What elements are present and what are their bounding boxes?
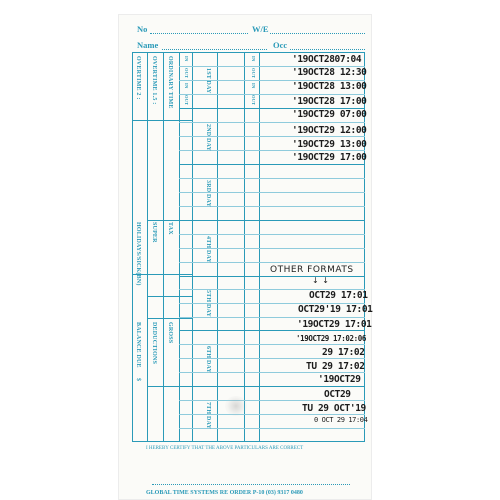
row-line <box>179 234 365 235</box>
in-label: IN <box>184 56 189 62</box>
out-label: OUT <box>251 68 256 79</box>
day-label-2: 2ND DAY <box>205 124 211 152</box>
occ-field[interactable] <box>290 49 365 50</box>
holidays-sick-label: HOLIDAYS/SICK(BN) <box>135 222 141 286</box>
grid-line <box>244 52 245 442</box>
row-line <box>179 178 365 179</box>
no-field[interactable] <box>150 33 248 34</box>
time-stamp: 0 OCT 29 17:04 <box>314 416 368 424</box>
time-stamp: OCT29 17:01 <box>309 290 368 301</box>
handwritten-note: OTHER FORMATS <box>270 265 354 275</box>
balance-due-label: BALANCE DUE <box>135 322 141 368</box>
name-label: Name <box>137 40 159 50</box>
grid-line <box>163 52 164 442</box>
grid-line <box>179 52 180 442</box>
smudge-mark <box>225 396 247 416</box>
time-stamp: '19OCT29 <box>318 374 361 385</box>
out-label: OUT <box>184 95 189 106</box>
row-line <box>179 344 365 345</box>
day-separator <box>179 164 365 165</box>
day-separator <box>179 330 365 331</box>
dollar-label: $ <box>135 378 141 382</box>
time-stamp: '19OCT2807:04 <box>292 54 362 65</box>
time-stamp: '19OCT29 07:00 <box>292 109 367 120</box>
day-label-1: 1ST DAY <box>205 68 211 94</box>
time-stamp: '19OCT29 17:00 <box>292 152 367 163</box>
grid-line <box>192 52 193 442</box>
grid-line <box>147 296 192 297</box>
handwritten-arrows: ↓ ↓ <box>312 276 330 285</box>
ordinary-time-label: ORDINARY TIME <box>167 56 173 109</box>
day-label-5: 5TH DAY <box>205 290 211 318</box>
gross-label: GROSS <box>167 322 173 344</box>
time-stamp: OCT29 <box>324 389 351 400</box>
grid-line <box>147 318 192 319</box>
out-label: OUT <box>251 95 256 106</box>
day-label-7: 7TH DAY <box>205 402 211 430</box>
certification-text: I HEREBY CERTIFY THAT THE ABOVE PARTICULARS ARE CORRECT <box>146 446 304 451</box>
name-field[interactable] <box>162 49 267 50</box>
time-stamp: '19OCT29 17:01 <box>297 319 372 330</box>
time-stamp: '19OCT28 17:00 <box>292 96 367 107</box>
signature-line[interactable] <box>152 484 350 485</box>
time-stamp: '19OCT29 12:00 <box>292 125 367 136</box>
row-line <box>179 317 365 318</box>
in-label: IN <box>184 83 189 89</box>
row-line <box>179 122 365 123</box>
super-label: SUPER <box>151 222 157 243</box>
time-stamp: '19OCT28 13:00 <box>292 81 367 92</box>
day-label-4: 4TH DAY <box>205 236 211 264</box>
day-label-3: 3RD DAY <box>205 180 211 208</box>
day-separator <box>179 220 365 221</box>
row-line <box>179 400 365 401</box>
overtime-15-label: OVERTIME 1.5 : <box>151 56 157 105</box>
grid-line <box>147 52 148 442</box>
reorder-text: GLOBAL TIME SYSTEMS RE ORDER P-10 (03) 9317 0480 <box>146 490 303 496</box>
time-stamp: TU 29 17:02 <box>306 361 365 372</box>
overtime-2-label: OVERTIME 2 : <box>135 56 141 100</box>
in-label: IN <box>251 83 256 89</box>
day-label-6: 6TH DAY <box>205 346 211 374</box>
day-separator <box>179 386 365 387</box>
time-stamp: 29 17:02 <box>322 347 365 358</box>
tax-label: TAX <box>167 222 173 235</box>
time-stamp: '19OCT29 13:00 <box>292 139 367 150</box>
grid-line <box>259 52 260 442</box>
occ-label: Occ <box>273 40 288 50</box>
we-field[interactable] <box>270 33 365 34</box>
row-line <box>179 94 365 95</box>
in-label: IN <box>251 56 256 62</box>
time-stamp: TU 29 OCT'19 <box>302 403 366 414</box>
out-label: OUT <box>184 68 189 79</box>
grid-line <box>132 120 192 121</box>
time-stamp: '19OCT28 12:30 <box>292 67 367 78</box>
grid-line <box>217 52 218 442</box>
deductions-label: DEDUCTIONS <box>151 322 157 365</box>
grid-line <box>132 274 192 275</box>
we-label: W/E <box>252 24 269 34</box>
day-separator <box>179 276 365 277</box>
time-stamp: OCT29'19 17:01 <box>298 304 373 315</box>
time-stamp: '19OCT29 17:02:06 <box>296 334 366 343</box>
no-label: No <box>137 24 148 34</box>
